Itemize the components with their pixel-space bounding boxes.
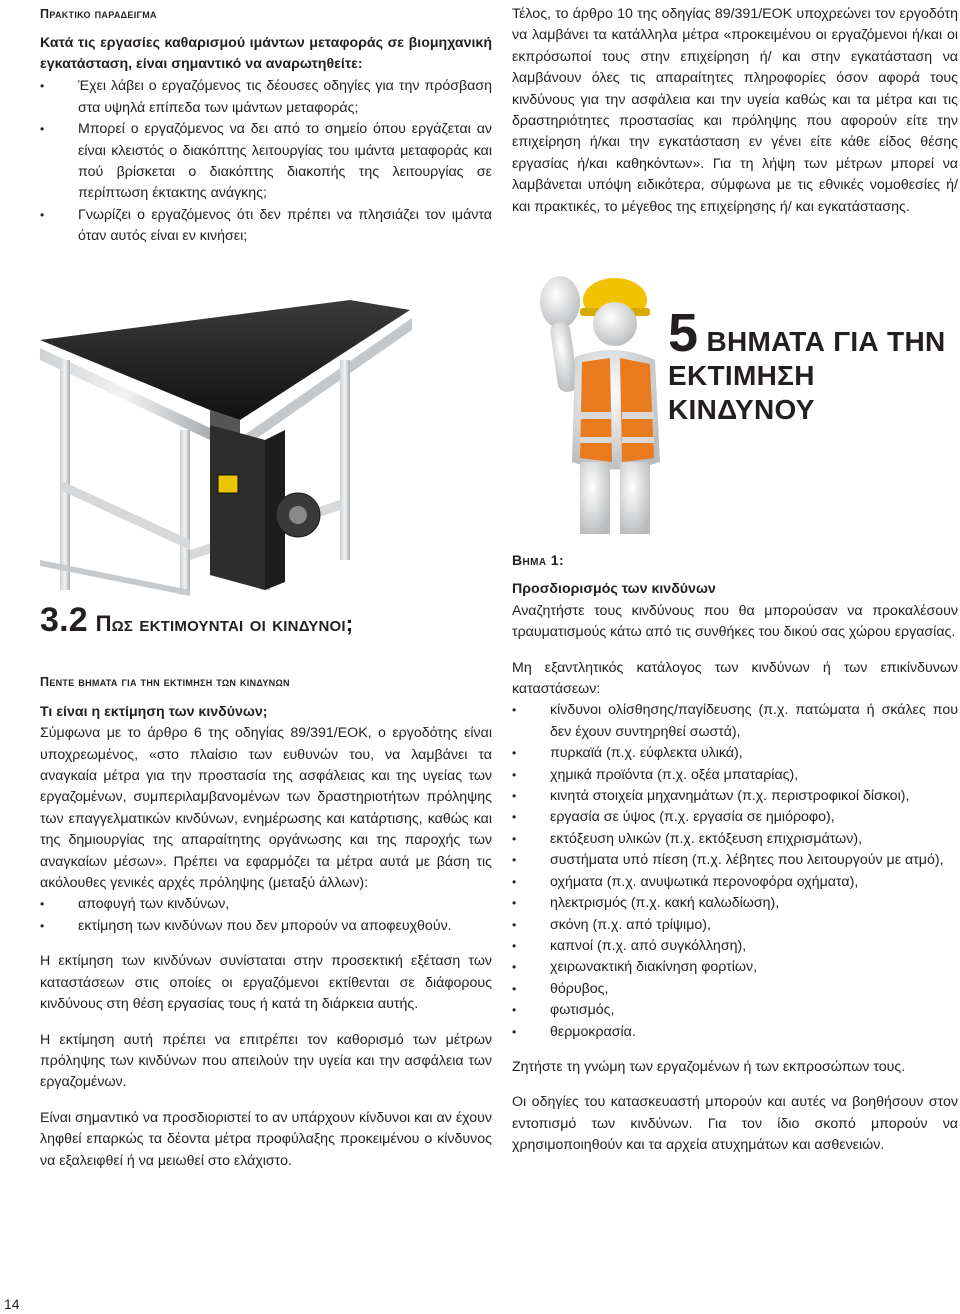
conveyor-belt-image <box>40 300 510 600</box>
manufacturer-paragraph: Οι οδηγίες του κατασκευαστή μπορούν και αυτές να βοηθήσουν στον εντοπισμό των κινδύνων. Για τον ίδιο σκοπό μπορούν να χρησιμοποιηθούν και τα αρχεία ατυχημάτων και ασθενειών. <box>512 1094 958 1154</box>
list-item: • εκτόξευση υλικών (π.χ. εκτόξευση επιχρισμάτων), <box>512 829 958 850</box>
worker-figure-image <box>520 262 670 534</box>
article10-paragraph: Τέλος, το άρθρο 10 της οδηγίας 89/391/ΕΟΚ υποχρεώνει τον εργοδότη να λαμβάνει τα κατάλληλα μέτρα «προκειμένου οι εργαζόμενοι ή/και οι εκπρόσωποί τους στην επιχείρηση ή/ και στην εγκατάσταση να λαμβάνουν όλες τις απαραίτητες πληροφορίες όσον αφορά τους κινδύνους για την ασφάλεια και την υγεία καθώς και τα μέτρα και τις δραστηριότητες προστασίας και πρόληψης που αφορούν είτε την επιχείρηση ή/και την εγκατάσταση εν γένει είτε κάθε είδος θέσης εργασίας ή/και καθηκόντων». Για τη λήψη των μέτρων μπορεί να λαμβάνεται υπόψη ειδικότερα, σύμφωνα με τις εθνικές νομοθεσίες ή/και πρακτικές, το μέγεθος της επιχείρησης ή/ και εγκατάστασης. <box>512 6 958 215</box>
list-item: • οχήματα (π.χ. ανυψωτικά περονοφόρα οχήματα), <box>512 872 958 893</box>
list-item: • Μπορεί ο εργαζόμενος να δει από το σημείο όπου εργάζεται αν είναι κλειστός ο διακόπτης λειτουργίας του ιμάντα μεταφοράς και πού βρίσκεται ο διακόπτης διακοπής της λειτουργίας σε περίπτωση έκτακτης ανάγκης; <box>40 119 492 205</box>
risk-assessment-subheading: Τι είναι η εκτίμηση των κινδύνων; <box>40 703 268 720</box>
section-title <box>40 601 492 639</box>
consult-workers-paragraph: Ζητήστε τη γνώμη των εργαζομένων ή των εκπροσώπων τους. <box>512 1058 906 1075</box>
list-item: • σκόνη (π.χ. από τρίψιμο), <box>512 915 958 936</box>
list-item: • χημικά προϊόντα (π.χ. οξέα μπαταρίας), <box>512 765 958 786</box>
principles-list <box>40 894 492 937</box>
five-steps-line2: ΕΚΤΙΜΗΣΗ ΚΙΝΔΥΝΟΥ <box>668 360 815 425</box>
list-item: • κίνδυνοι ολίσθησης/παγίδευσης (π.χ. πατώματα ή σκάλες που δεν έχουν συντηρηθεί σωστά), <box>512 700 958 743</box>
five-steps-sublabel: Πεντε βηματα για την εκτιμηση των κινδυνων <box>40 675 290 690</box>
list-item: • Γνωρίζει ο εργαζόμενος ότι δεν πρέπει να πλησιάζει τον ιμάντα όταν αυτός είναι εν κινήσει; <box>40 205 492 248</box>
five-steps-number: 5 <box>668 303 699 363</box>
five-steps-line1: ΒΗΜΑΤΑ ΓΙΑ ΤΗΝ <box>706 326 946 357</box>
list-item: • συστήματα υπό πίεση (π.χ. λέβητες που λειτουργούν με ατμό), <box>512 850 958 871</box>
list-item: • θερμοκρασία. <box>512 1022 958 1043</box>
list-item: • πυρκαϊά (π.χ. εύφλεκτα υλικά), <box>512 743 958 764</box>
hazard-list-intro: Μη εξαντλητικός κατάλογος των κινδύνων ή των επικίνδυνων καταστάσεων: <box>512 659 958 698</box>
list-item: • ηλεκτρισμός (π.χ. κακή καλωδίωση), <box>512 893 958 914</box>
step1-intro: Αναζητήστε τους κινδύνους που θα μπορούσαν να προκαλέσουν τραυματισμούς κάτω από τις συνθήκες του δικού σας χώρου εργασίας. <box>512 602 958 641</box>
step1-heading: Προσδιορισμός των κινδύνων <box>512 581 716 598</box>
list-item: • εργασία σε ύψος (π.χ. εργασία σε ημιόροφο), <box>512 807 958 828</box>
page-number: 14 <box>4 1296 20 1312</box>
article6-paragraph: Σύμφωνα με το άρθρο 6 της οδηγίας 89/391/ΕΟΚ, ο εργοδότης είναι υποχρεωμένος, «στο πλαίσιο των ευθυνών του, να λαμβάνει τα αναγκαία μέτρα για την προστασία της ασφάλειας και της υγείας των εργαζομένων, συμπεριλαμβανομένων των δραστηριοτήτων πρόληψης των επαγγελματικών κινδύνων, ενημέρωσης και κατάρτισης, καθώς και της δημιουργίας της απαραίτητης οργάνωσης και της παροχής των αναγκαίων μέσων». Πρέπει να εφαρμόζει τα μέτρα αυτά με βάση τις ακόλουθες γενικές αρχές πρόληψης (μεταξύ άλλων): <box>40 725 492 892</box>
list-item: • αποφυγή των κινδύνων, <box>40 894 492 915</box>
list-item: • χειρωνακτική διακίνηση φορτίων, <box>512 957 958 978</box>
measures-paragraph: Η εκτίμηση αυτή πρέπει να επιτρέπει τον καθορισμό των μέτρων πρόληψης των κινδύνων που απειλούν την υγεία και την ασφάλεια των εργαζομένων. <box>40 1031 492 1091</box>
section-3-2 <box>40 601 492 1172</box>
section-title-text: Πως εκτιμουνται οι κινδυνοι; <box>95 611 354 636</box>
practical-example-label: Πρακτικο παραδειγμα <box>40 7 157 21</box>
step1-label: Βημα 1: <box>512 552 565 568</box>
importance-paragraph: Είναι σημαντικό να προσδιοριστεί το αν υπάρχουν κίνδυνοι και αν έχουν ληφθεί επαρκώς τα δέοντα μέτρα προφύλαξης προκειμένου ο κίνδυνος να εξαλειφθεί ή να μειωθεί στο ελάχιστο. <box>40 1109 492 1169</box>
article10-block <box>512 4 958 218</box>
practical-example-heading: Κατά τις εργασίες καθαρισμού ιμάντων μεταφοράς σε βιομηχανική εγκατάσταση, είναι σημαντικό να αναρωτηθείτε: <box>40 35 492 72</box>
five-steps-heading <box>668 303 958 427</box>
section-number: 3.2 <box>40 601 88 639</box>
list-item: • κινητά στοιχεία μηχανημάτων (π.χ. περιστροφικοί δίσκοι), <box>512 786 958 807</box>
practical-example-list <box>40 76 492 247</box>
list-item: • θόρυβος, <box>512 979 958 1000</box>
list-item: • Έχει λάβει ο εργαζόμενος τις δέουσες οδηγίες για την πρόσβαση στα υψηλά επίπεδα των ιμάντων μεταφοράς; <box>40 76 492 119</box>
examination-paragraph: Η εκτίμηση των κινδύνων συνίσταται στην προσεκτική εξέταση των καταστάσεων στις οποίες οι εργαζόμενοι εκτίθενται σε διάφορους κινδύνους στη θέση εργασίας τους ή κατά τη διάρκεια αυτής. <box>40 953 492 1013</box>
list-item: • φωτισμός, <box>512 1000 958 1021</box>
hazard-list <box>512 700 958 1043</box>
list-item: • καπνοί (π.χ. από συγκόλληση), <box>512 936 958 957</box>
practical-example-block <box>40 4 492 248</box>
list-item: • εκτίμηση των κινδύνων που δεν μπορούν να αποφευχθούν. <box>40 916 492 937</box>
step1-block <box>512 550 958 1157</box>
